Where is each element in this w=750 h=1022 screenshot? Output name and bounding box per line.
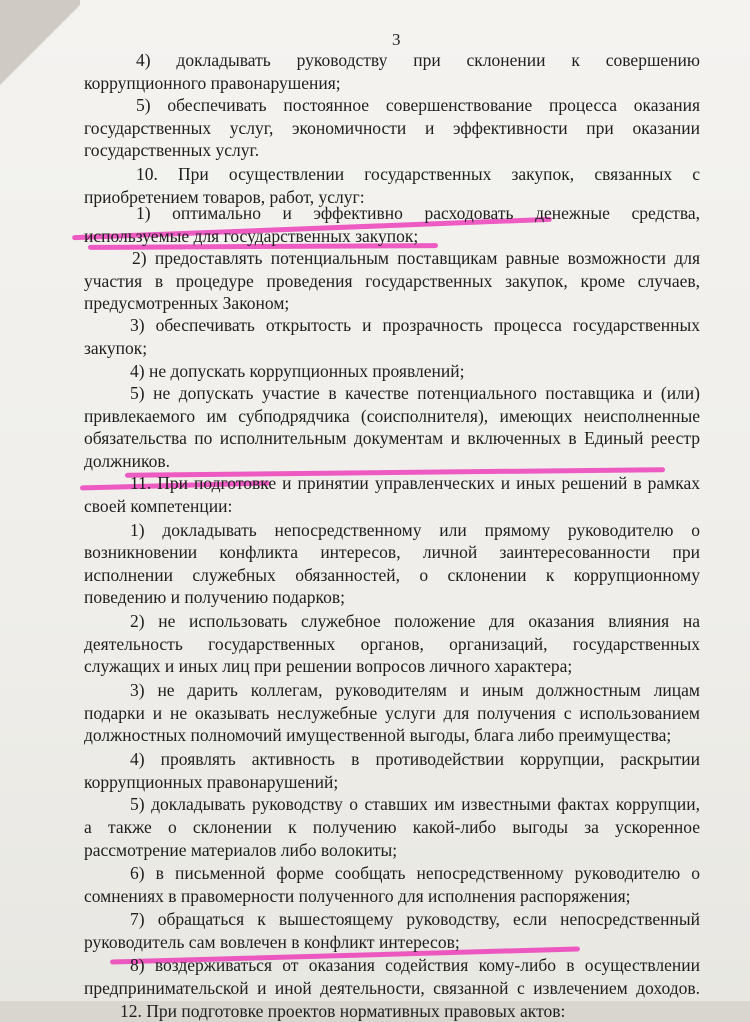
text-line: 4) не допускать коррупционных проявлений; <box>130 361 465 381</box>
text-line: 1) оптимально и эффективно расходовать денежные средства, <box>136 203 700 223</box>
text-line: участия в процедуре проведения государственных закупок, кроме случаев, <box>84 271 700 291</box>
text-line: исполнении служебных обязанностей, о склонении к коррупционному <box>84 565 700 585</box>
text-line: поведению и получению подарков; <box>84 587 346 607</box>
text-line: 2) не использовать служебное положение для оказания влияния на <box>130 611 700 631</box>
text-line: государственных услуг. <box>84 140 260 160</box>
text-line: сомнениях в правомерности полученного для исполнения распоряжения; <box>84 886 631 906</box>
text-line: привлекаемого им субподрядчика (соисполнителя), имеющих неисполненные <box>84 406 700 426</box>
text-line: 12. При подготовке проектов нормативных правовых актов: <box>120 1001 566 1021</box>
text-line: коррупционных правонарушений; <box>84 772 339 792</box>
page-number: 3 <box>392 30 401 49</box>
text-line: 7) обращаться к вышестоящему руководству, если непосредственный <box>130 909 700 929</box>
text-line: 11. При подготовке и принятии управленческих и иных решений в рамках <box>130 473 700 493</box>
text-line: обязательства по исполнительным документам и включенных в Единый реестр <box>84 428 700 448</box>
text-line: 4) докладывать руководству при склонении к совершению <box>136 50 700 70</box>
text-line: предпринимательской и иной деятельности, связанной с извлечением доходов. <box>84 978 700 998</box>
text-line: деятельность государственных органов, организаций, государственных <box>84 634 700 654</box>
text-line: служащих и иных лиц при решении вопросов личного характера; <box>84 656 573 676</box>
text-line: 10. При осуществлении государственных закупок, связанных с <box>136 164 700 184</box>
text-line: приобретением товаров, работ, услуг: <box>84 187 365 207</box>
text-line: 4) проявлять активность в противодействии коррупции, раскрытии <box>130 749 700 769</box>
text-line: государственных услуг, экономичности и эффективности при оказании <box>84 118 700 138</box>
text-line: 1) докладывать непосредственному или прямому руководителю о <box>130 520 700 540</box>
text-line: руководитель сам вовлечен в конфликт интересов; <box>84 932 460 952</box>
text-line: должностных полномочий имущественной выгоды, блага либо преимущества; <box>84 725 672 745</box>
page-corner-shadow <box>0 0 80 130</box>
text-line: подарки и не оказывать неслужебные услуги для получения с использованием <box>84 703 700 723</box>
text-line: 6) в письменной форме сообщать непосредственному руководителю о <box>130 863 700 883</box>
text-line: коррупционного правонарушения; <box>84 73 341 93</box>
text-line: 5) докладывать руководству о ставших им известными фактах коррупции, <box>130 794 700 814</box>
text-line: своей компетенции: <box>84 496 233 516</box>
text-line: рассмотрение материалов либо волокиты; <box>84 840 398 860</box>
text-line: используемые для государственных закупок; <box>84 226 419 246</box>
text-line: а также о склонении к получению какой-либо выгоды за ускоренное <box>84 817 700 837</box>
text-line: закупок; <box>84 338 148 358</box>
text-line: должников. <box>84 451 170 471</box>
text-line: возникновении конфликта интересов, личной заинтересованности при <box>84 542 700 562</box>
text-line: 5) не допускать участие в качестве потенциального поставщика и (или) <box>130 383 700 403</box>
text-line: 8) воздерживаться от оказания содействия кому-либо в осуществлении <box>130 955 700 975</box>
text-line: 3) не дарить коллегам, руководителям и иным должностным лицам <box>130 680 700 700</box>
text-line: 3) обеспечивать открытость и прозрачность процесса государственных <box>130 315 700 335</box>
text-line: 5) обеспечивать постоянное совершенствование процесса оказания <box>136 95 700 115</box>
text-line: 2) предоставлять потенциальным поставщикам равные возможности для <box>132 248 700 268</box>
text-line: предусмотренных Законом; <box>84 293 290 313</box>
